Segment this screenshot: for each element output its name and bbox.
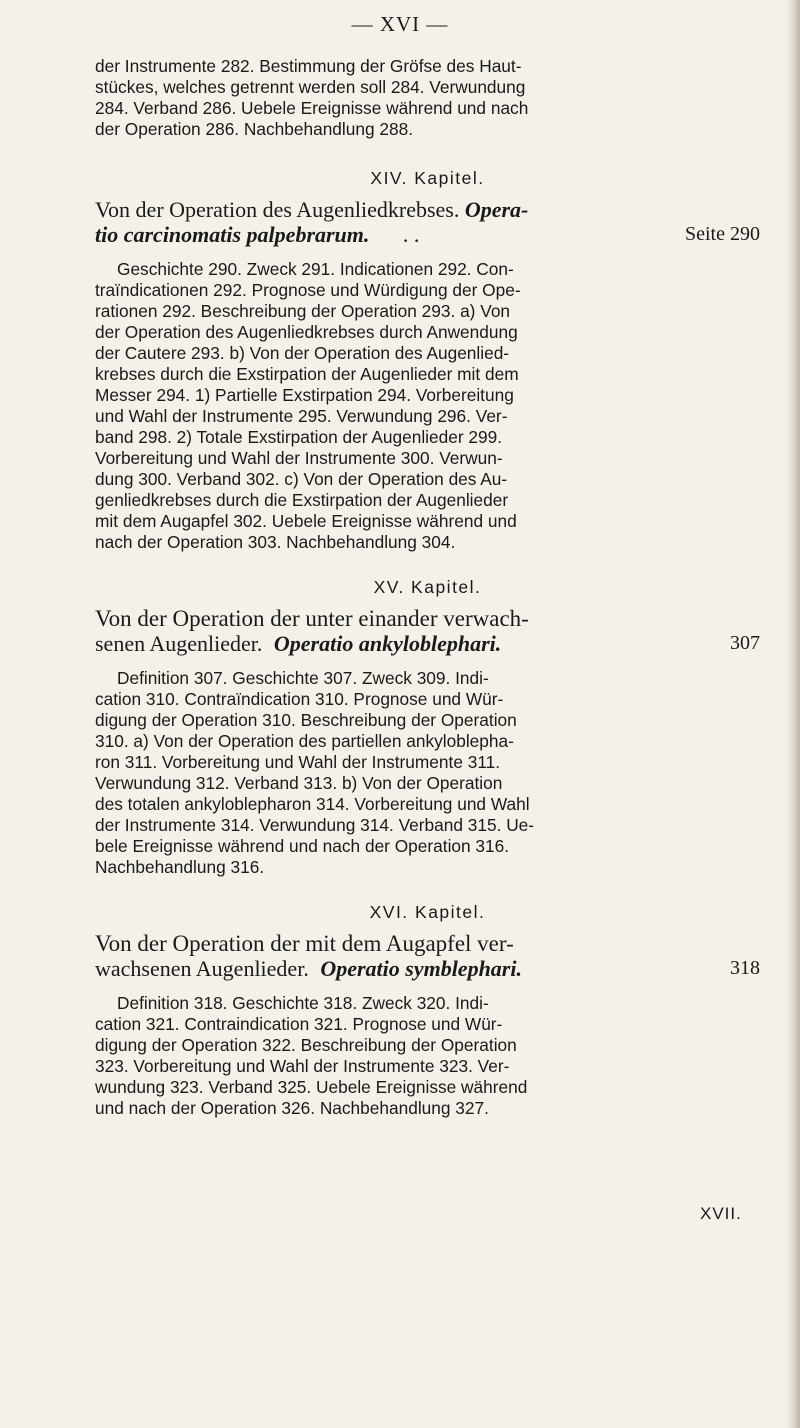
chapter-contents (95, 668, 760, 878)
text-line: genliedkrebses durch die Exstirpation der Augenlieder (95, 490, 509, 510)
text-line: Messer 294. 1) Partielle Exstirpation 294. Vorbereitung (95, 385, 514, 405)
chapter-xv (95, 577, 760, 878)
text-line: Verwundung 312. Verband 313. b) Von der Operation (95, 773, 503, 793)
text-line: mit dem Augapfel 302. Uebele Ereignisse während und (95, 511, 517, 531)
text-line: Nachbehandlung 316. (95, 857, 265, 877)
text-line: der Instrumente 314. Verwundung 314. Verband 315. Ue- (95, 815, 535, 835)
chapter-title-latin: tio carcinomatis palpebrarum. (95, 222, 370, 247)
text-line: der Instrumente 282. Bestimmung der Gröfse des Haut- (95, 56, 522, 76)
text-line: rationen 292. Beschreibung der Operation 293. a) Von (95, 301, 511, 321)
chapter-title-text: senen Augenlieder. (95, 631, 263, 656)
text-line: cation 321. Contraindication 321. Prognose und Wür- (95, 1014, 503, 1034)
text-line: der Operation 286. Nachbehandlung 288. (95, 119, 414, 139)
text-line: 310. a) Von der Operation des partiellen ankyloblepha- (95, 731, 514, 751)
chapter-contents (95, 259, 760, 553)
text-line: Definition 318. Geschichte 318. Zweck 320. Indi- (117, 993, 489, 1013)
text-line: Vorbereitung und Wahl der Instrumente 300. Verwun- (95, 448, 503, 468)
chapter-title-line-2 (95, 631, 760, 656)
text-line: dung 300. Verband 302. c) Von der Operation des Au- (95, 469, 508, 489)
chapter-xiv (95, 168, 760, 553)
chapter-label: XV. Kapitel. (373, 577, 482, 597)
page-edge-shadow (786, 0, 800, 1428)
chapter-title-text: wachsenen Augenlieder. (95, 956, 309, 981)
text-line: ron 311. Vorbereitung und Wahl der Instrumente 311. (95, 752, 501, 772)
text-line: band 298. 2) Totale Exstirpation der Augenlieder 299. (95, 427, 503, 447)
text-line: und Wahl der Instrumente 295. Verwundung 296. Ver- (95, 406, 508, 426)
chapter-title-latin: Operatio ankyloblephari. (273, 631, 502, 656)
text-line: 323. Vorbereitung und Wahl der Instrumente 323. Ver- (95, 1056, 510, 1076)
chapter-contents (95, 993, 760, 1119)
text-line: wundung 323. Verband 325. Uebele Ereignisse während (95, 1077, 528, 1097)
table-of-contents (95, 56, 760, 1119)
chapter-title-text: Von der Operation des Augenliedkrebses. (95, 197, 460, 222)
chapter-title (95, 197, 760, 222)
text-line: bele Ereignisse während und nach der Operation 316. (95, 836, 510, 856)
page-reference: 318 (730, 957, 760, 979)
leader-dots: . . (402, 222, 420, 247)
text-line: nach der Operation 303. Nachbehandlung 304. (95, 532, 456, 552)
page-reference: 307 (730, 632, 760, 654)
chapter-title-line-2 (95, 956, 760, 981)
chapter-label: XIV. Kapitel. (370, 168, 485, 188)
text-line: des totalen ankyloblepharon 314. Vorbereitung und Wahl (95, 794, 530, 814)
text-line: 284. Verband 286. Uebele Ereignisse während und nach (95, 98, 529, 118)
chapter-title: Von der Operation der mit dem Augapfel ver- (95, 931, 514, 956)
text-line: der Operation des Augenliedkrebses durch Anwendung (95, 322, 518, 342)
chapter-xvi (95, 902, 760, 1119)
text-line: traïndicationen 292. Prognose und Würdigung der Ope- (95, 280, 521, 300)
intro-paragraph (95, 56, 760, 140)
text-line: Geschichte 290. Zweck 291. Indicationen 292. Con- (117, 259, 514, 279)
chapter-label: XVI. Kapitel. (369, 902, 486, 922)
chapter-title-latin: Operatio symblephari. (320, 956, 522, 981)
chapter-title-line-2 (95, 222, 760, 247)
page-reference: Seite 290 (685, 223, 760, 245)
chapter-title: Von der Operation der unter einander verwach- (95, 606, 529, 631)
text-line: der Cautere 293. b) Von der Operation des Augenlied- (95, 343, 510, 363)
text-line: digung der Operation 322. Beschreibung der Operation (95, 1035, 517, 1055)
text-line: digung der Operation 310. Beschreibung der Operation (95, 710, 517, 730)
page-number-header: — XVI — (351, 12, 449, 36)
text-line: krebses durch die Exstirpation der Augenlieder mit dem (95, 364, 519, 384)
text-line: Definition 307. Geschichte 307. Zweck 309. Indi- (117, 668, 489, 688)
catchword: XVII. (700, 1204, 742, 1223)
text-line: und nach der Operation 326. Nachbehandlung 327. (95, 1098, 489, 1118)
text-line: cation 310. Contraïndication 310. Prognose und Wür- (95, 689, 504, 709)
chapter-title-latin: Opera- (464, 197, 529, 222)
text-line: stückes, welches getrennt werden soll 284. Verwundung (95, 77, 526, 97)
